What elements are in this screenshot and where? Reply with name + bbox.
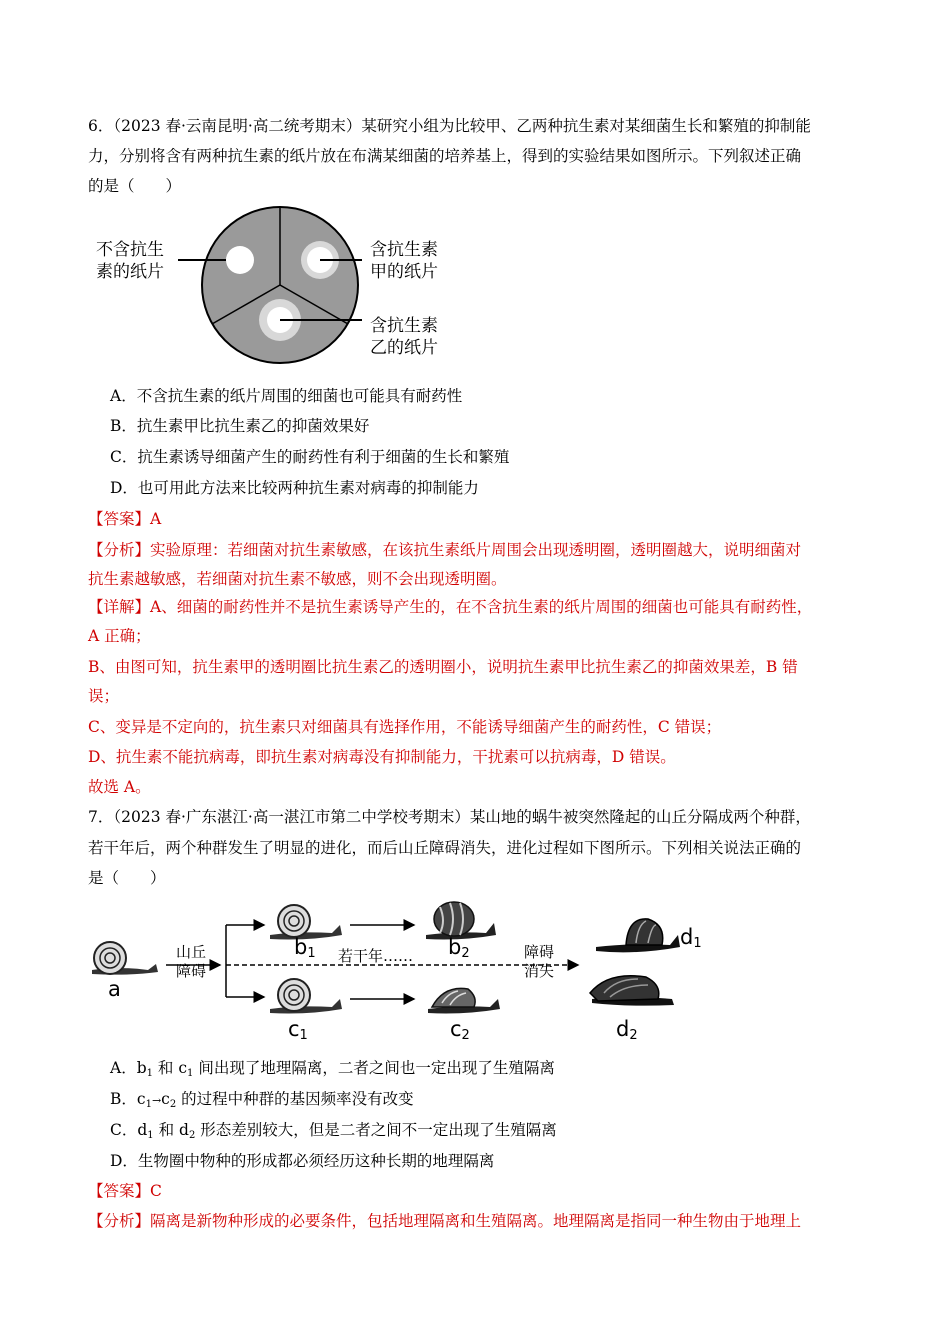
analysis-tag: 【分析】 bbox=[88, 541, 151, 559]
q7-option-a bbox=[110, 1058, 555, 1084]
option-text: 的过程中种群的基因频率没有改变 bbox=[176, 1090, 414, 1108]
analysis-tag: 【分析】 bbox=[88, 1212, 151, 1230]
q6-detail-line-3: B、由图可知，抗生素甲的透明圈比抗生素乙的透明圈小，说明抗生素甲比抗生素乙的抑菌效果差，B 错 bbox=[88, 658, 798, 676]
subscript: 2 bbox=[188, 1130, 196, 1141]
q6-stem-line-3: 的是（ ） bbox=[88, 177, 182, 195]
label-text: 消失 bbox=[524, 962, 555, 980]
analysis-text: 隔离是新物种形成的必要条件，包括地理隔离和生殖隔离。地理隔离是指同一种生物由于地理上 bbox=[150, 1212, 802, 1230]
q7-option-b bbox=[110, 1089, 414, 1115]
label-subscript: 2 bbox=[629, 1028, 638, 1043]
option-text: 间出现了地理隔离，二者之间也一定出现了生殖隔离 bbox=[193, 1059, 555, 1077]
label-letter: c bbox=[450, 1017, 462, 1041]
label-text: 山丘 bbox=[176, 943, 207, 961]
label-d1 bbox=[680, 925, 702, 951]
label-mountain-barrier bbox=[176, 943, 206, 981]
label-antibiotic-jia bbox=[370, 239, 438, 283]
snail-c2-icon bbox=[428, 988, 500, 1013]
snail-d2-icon bbox=[590, 976, 674, 1006]
option-text: 形态差别较大，但是二者之间不一定出现了生殖隔离 bbox=[195, 1121, 557, 1139]
label-letter: b bbox=[448, 935, 462, 959]
label-text: 甲的纸片 bbox=[370, 262, 438, 282]
label-text: 含抗生素 bbox=[370, 316, 438, 336]
q6-detail-line-7: 故选 A。 bbox=[88, 778, 151, 796]
label-text: 素的纸片 bbox=[96, 262, 164, 282]
answer-value: C bbox=[150, 1182, 162, 1200]
label-d2 bbox=[616, 1017, 638, 1043]
arrow-icon: → bbox=[151, 1094, 162, 1107]
q7-stem-line-2: 若干年后，两个种群发生了明显的进化，而后山丘障碍消失，进化过程如下图所示。下列相关说法正确的 bbox=[88, 839, 802, 857]
label-letter: c bbox=[288, 1017, 300, 1041]
q7-analysis-line-1 bbox=[88, 1211, 801, 1231]
label-text: 障碍 bbox=[524, 943, 555, 961]
q7-option-d: D．生物圈中物种的形成都必须经历这种长期的地理隔离 bbox=[110, 1152, 495, 1170]
subscript: 2 bbox=[169, 1099, 177, 1110]
label-subscript: 1 bbox=[299, 1028, 308, 1043]
snail-a-icon bbox=[92, 942, 158, 975]
q6-option-d: D．也可用此方法来比较两种抗生素对病毒的抑制能力 bbox=[110, 479, 479, 497]
label-c1 bbox=[288, 1017, 308, 1043]
q7-stem-line-3: 是（ ） bbox=[88, 869, 166, 887]
q6-option-c: C．抗生素诱导细菌产生的耐药性有利于细菌的生长和繁殖 bbox=[110, 448, 510, 466]
q6-detail-line-4: 误； bbox=[88, 687, 120, 705]
label-subscript: 1 bbox=[693, 936, 702, 951]
petri-dish-figure bbox=[90, 205, 460, 370]
label-subscript: 2 bbox=[461, 946, 470, 961]
snail-b2-icon bbox=[426, 902, 496, 940]
snail-c1-icon bbox=[270, 979, 342, 1014]
option-text: B．c bbox=[110, 1090, 146, 1108]
answer-tag: 【答案】 bbox=[88, 1182, 151, 1200]
label-antibiotic-yi bbox=[370, 315, 438, 359]
q6-detail-line-6: D、抗生素不能抗病毒，即抗生素对病毒没有抑制能力，干扰素可以抗病毒，D 错误。 bbox=[88, 748, 676, 766]
q6-answer bbox=[88, 509, 161, 529]
subscript: 1 bbox=[187, 1068, 194, 1079]
q6-stem-line-1: 6．（2023 春·云南昆明·高二统考期末）某研究小组为比较甲、乙两种抗生素对某细菌生长和繁殖的抑制能 bbox=[88, 117, 811, 135]
label-text: 含抗生素 bbox=[370, 240, 438, 260]
detail-text: A、细菌的耐药性并不是抗生素诱导产生的，在不含抗生素的纸片周围的细菌也可能具有耐药性， bbox=[150, 598, 813, 616]
label-text: 乙的纸片 bbox=[370, 338, 438, 358]
label-text: 不含抗生 bbox=[96, 240, 164, 260]
subscript: 1 bbox=[147, 1130, 154, 1141]
subscript: 1 bbox=[146, 1068, 153, 1079]
label-letter: d bbox=[680, 925, 694, 949]
q6-detail-line-2: A 正确； bbox=[88, 627, 151, 645]
option-text: A．b bbox=[110, 1059, 147, 1077]
q6-option-a: A．不含抗生素的纸片周围的细菌也可能具有耐药性 bbox=[110, 387, 463, 405]
label-subscript: 1 bbox=[307, 946, 316, 961]
snail-d1-icon bbox=[596, 919, 680, 952]
label-a: a bbox=[108, 977, 121, 1001]
label-b1 bbox=[294, 935, 316, 961]
q6-detail-line-1 bbox=[88, 597, 812, 617]
q7-option-c bbox=[110, 1120, 557, 1146]
option-text: c bbox=[161, 1090, 170, 1108]
option-text: C．d bbox=[110, 1121, 148, 1139]
q6-option-b: B．抗生素甲比抗生素乙的抑菌效果好 bbox=[110, 417, 370, 435]
label-letter: d bbox=[616, 1017, 630, 1041]
q6-analysis-line-2: 抗生素越敏感，若细菌对抗生素不敏感，则不会出现透明圈。 bbox=[88, 570, 507, 588]
subscript: 1 bbox=[145, 1099, 152, 1110]
label-text: 障碍 bbox=[176, 962, 207, 980]
answer-tag: 【答案】 bbox=[88, 510, 151, 528]
q6-stem-line-2: 力，分别将含有两种抗生素的纸片放在布满某细菌的培养基上，得到的实验结果如图所示。下列叙述正确 bbox=[88, 147, 802, 165]
option-text: 和 d bbox=[153, 1121, 189, 1139]
label-c2 bbox=[450, 1017, 470, 1043]
q7-stem-line-1: 7．（2023 春·广东湛江·高一湛江市第二中学校考期末）某山地的蜗牛被突然隆起的山丘分隔成两个种群， bbox=[88, 808, 811, 826]
label-barrier-vanish bbox=[524, 943, 554, 981]
label-b2 bbox=[448, 935, 470, 961]
q6-analysis-line-1 bbox=[88, 540, 801, 560]
option-text: 和 c bbox=[153, 1059, 188, 1077]
answer-value: A bbox=[150, 510, 162, 528]
analysis-text: 实验原理：若细菌对抗生素敏感，在该抗生素纸片周围会出现透明圈，透明圈越大，说明细菌对 bbox=[150, 541, 802, 559]
label-no-antibiotic bbox=[96, 239, 164, 283]
paper-disc-no-antibiotic bbox=[226, 246, 254, 274]
label-letter: b bbox=[294, 935, 308, 959]
label-years: 若干年…… bbox=[338, 947, 414, 965]
detail-tag: 【详解】 bbox=[88, 598, 151, 616]
label-subscript: 2 bbox=[461, 1028, 470, 1043]
q6-detail-line-5: C、变异是不定向的，抗生素只对细菌具有选择作用，不能诱导细菌产生的耐药性，C 错误； bbox=[88, 718, 722, 736]
q7-answer bbox=[88, 1181, 162, 1201]
snail-evolution-figure bbox=[88, 895, 728, 1045]
